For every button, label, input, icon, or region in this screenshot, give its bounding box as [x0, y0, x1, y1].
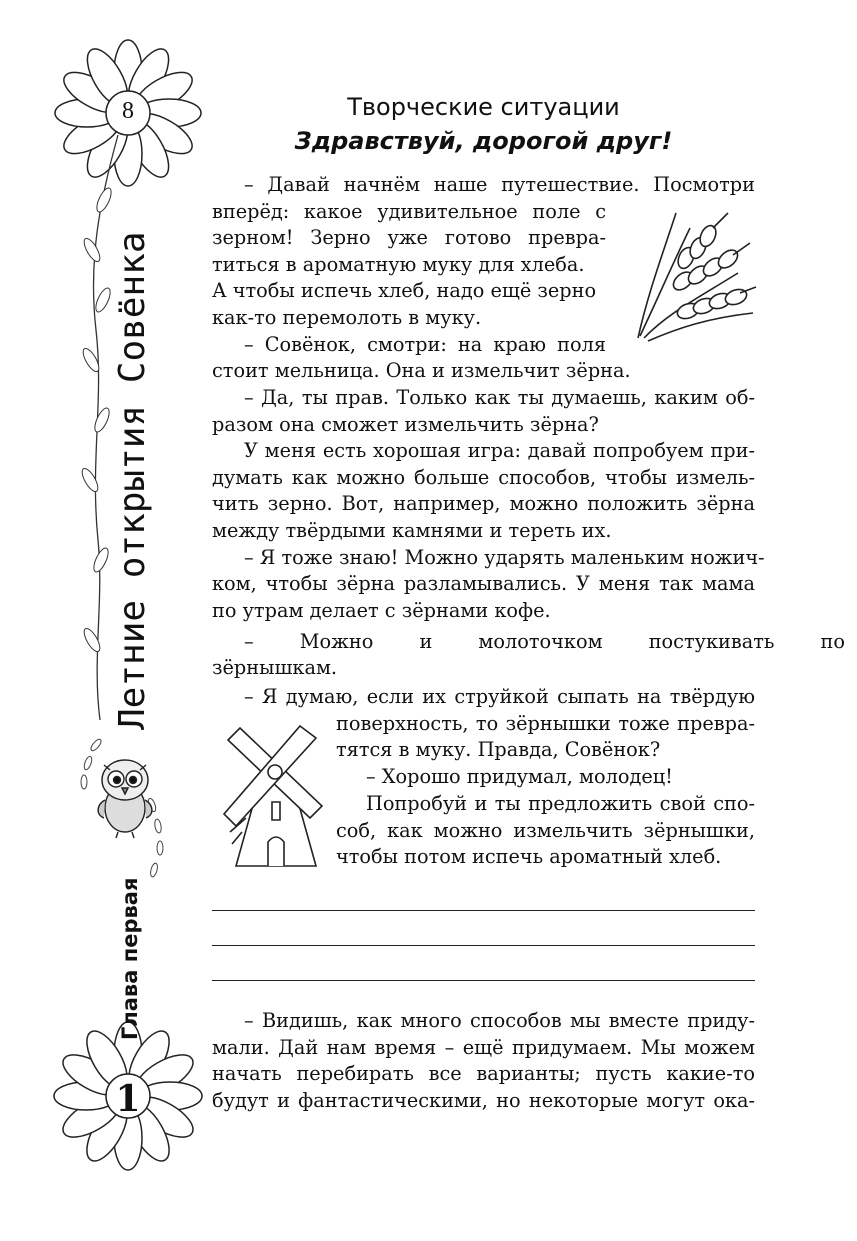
text-line: А чтобы испечь хлеб, надо ещё зерно	[212, 279, 597, 302]
text-line: поверхность, то зёрнышки тоже превра-	[336, 712, 755, 735]
sidebar-decoration	[0, 0, 200, 1241]
answer-line[interactable]	[212, 945, 755, 946]
owl-mascot-icon	[98, 760, 152, 838]
answer-line[interactable]	[212, 910, 755, 911]
text-line: титься в ароматную муку для хлеба.	[212, 253, 585, 276]
book-title: Летние открытия Совёнка	[112, 231, 153, 730]
text-line: мали. Дай нам время – ещё придумаем. Мы можем	[212, 1036, 755, 1059]
text-line: соб, как можно измельчить зёрнышки,	[336, 819, 755, 842]
text-line: стоит мельница. Она и измельчит зёрна.	[212, 359, 631, 382]
text-line: ком, чтобы зёрна разламывались. У меня так мама	[212, 572, 755, 595]
text-line: – Я думаю, если их струйкой сыпать на твёрдую	[244, 685, 755, 708]
text-line: по утрам делает с зёрнами кофе.	[212, 599, 551, 622]
text-line: будут и фантастическими, но некоторые могут ока-	[212, 1089, 755, 1112]
text-line: У меня есть хорошая игра: давай попробуем при-	[244, 439, 755, 462]
text-line: тятся в муку. Правда, Совёнок?	[336, 738, 661, 761]
text-line: – Хорошо придумал, молодец!	[366, 765, 673, 788]
text-line: между твёрдыми камнями и тереть их.	[212, 519, 612, 542]
section-heading: Творческие ситуации	[347, 93, 620, 121]
page-number: 8	[122, 98, 134, 124]
text-line: думать как можно больше способов, чтобы измель-	[212, 466, 755, 489]
text-line: разом она сможет измельчить зёрна?	[212, 413, 599, 436]
text-line: вперёд: какое удивительное поле с	[212, 200, 606, 223]
text-line: начать перебирать все варианты; пусть какие-то	[212, 1062, 755, 1085]
text-line: – Совёнок, смотри: на краю поля	[244, 333, 606, 356]
text-line: – Да, ты прав. Только как ты думаешь, каким об-	[244, 386, 755, 409]
text-line: – Давай начнём наше путешествие. Посмотри	[244, 173, 755, 196]
chapter-number: 1	[115, 1078, 141, 1120]
text-line: зерном! Зерно уже готово превра-	[212, 226, 606, 249]
text-line: как-то перемолоть в муку.	[212, 306, 482, 329]
text-line: чтобы потом испечь ароматный хлеб.	[336, 845, 722, 868]
chapter-title: Глава первая	[118, 877, 142, 1040]
windmill-icon	[222, 722, 328, 870]
text-line: – Видишь, как много способов мы вместе приду-	[244, 1009, 755, 1032]
text-line: – Я тоже знаю! Можно ударять маленьким ножич-	[244, 546, 765, 569]
answer-line[interactable]	[212, 980, 755, 981]
greeting-heading: Здравствуй, дорогой друг!	[294, 127, 673, 155]
sidebar	[0, 0, 200, 1241]
text-line: зёрнышкам.	[212, 656, 338, 679]
text-line: Попробуй и ты предложить свой спо-	[366, 792, 755, 815]
wheat-ears-icon	[628, 203, 758, 343]
text-line: – Можно и молоточком постукивать по	[244, 630, 845, 653]
text-line: чить зерно. Вот, например, можно положить зёрна	[212, 492, 755, 515]
